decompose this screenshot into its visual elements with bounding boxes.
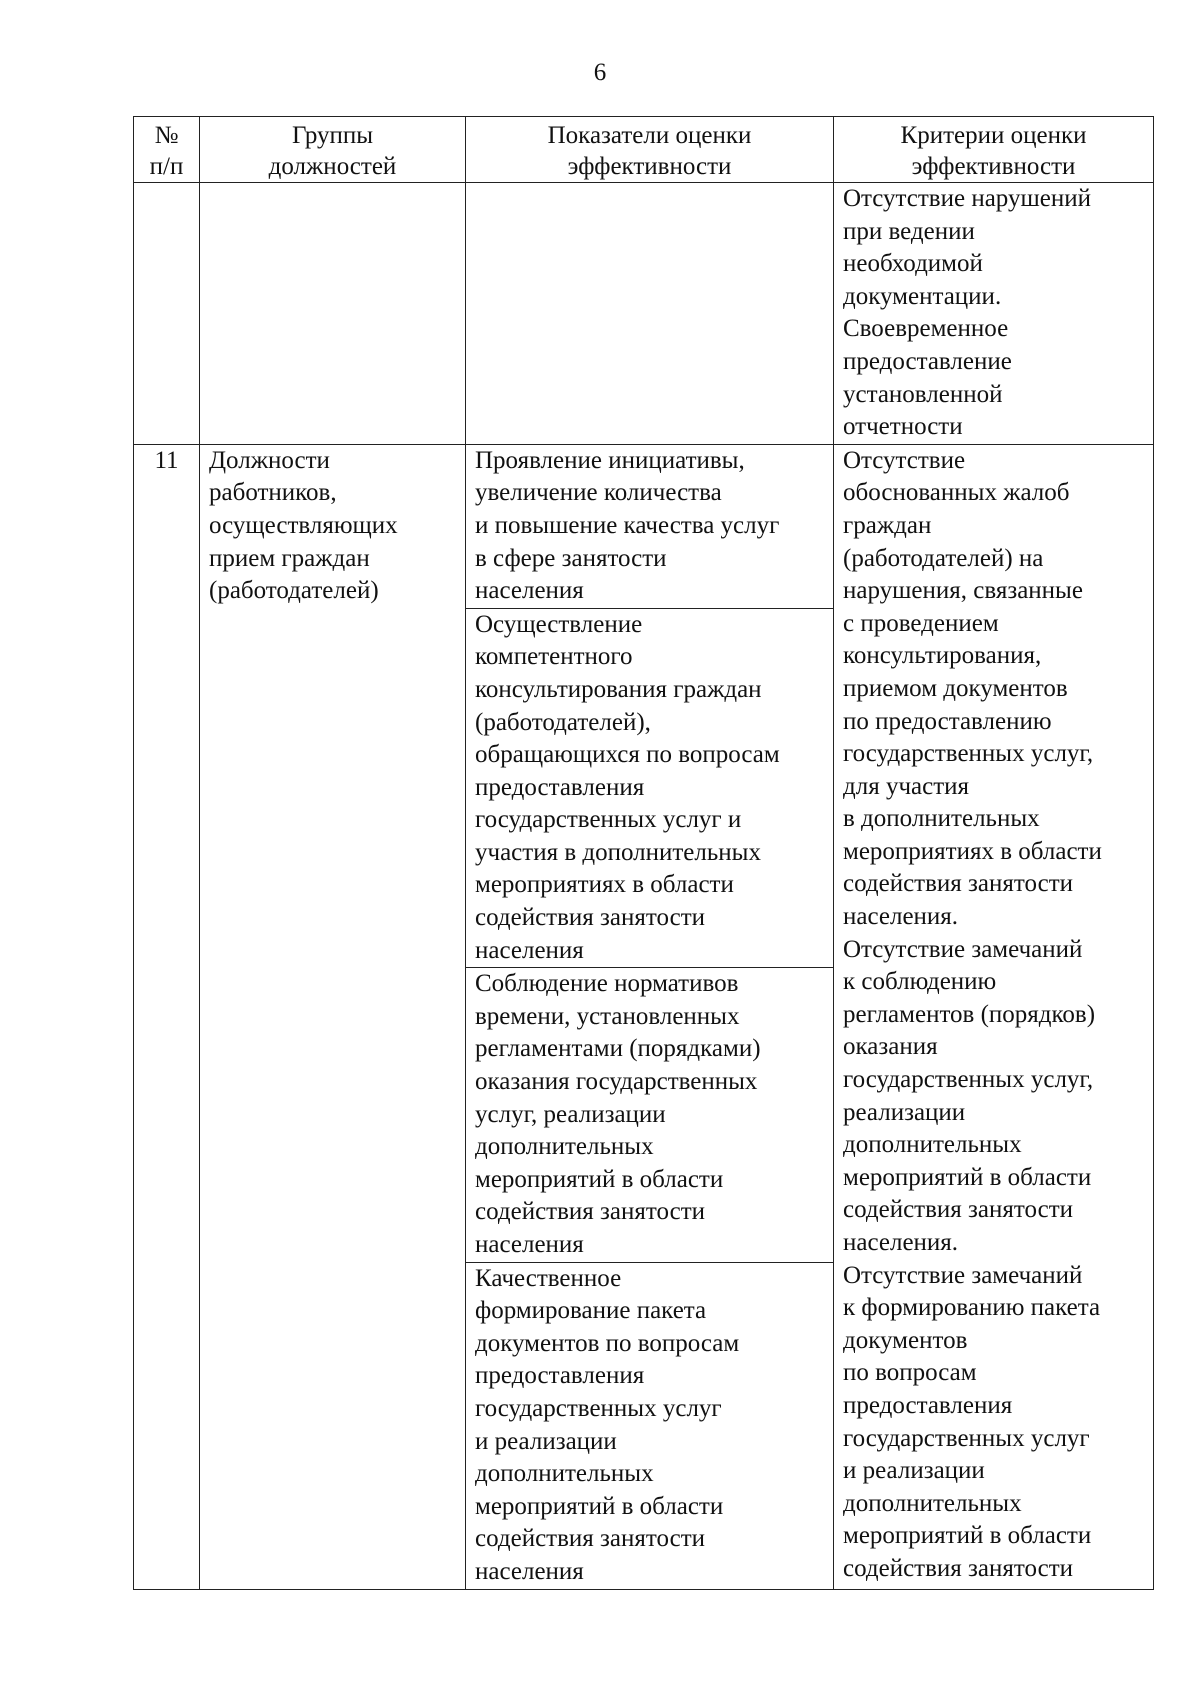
row-number-cell	[134, 183, 200, 445]
header-position-groups: Группы должностей	[200, 117, 466, 183]
evaluation-table	[133, 116, 1154, 1590]
header-criteria: Критерии оценки эффективности	[834, 117, 1154, 183]
indicator-item: Качественное формирование пакета документов по вопросам предоставления государственных услуг и реализации дополнительных мероприятий в области содействия занятости населения	[466, 1262, 833, 1588]
group-cell: Должности работников, осуществляющих прием граждан (работодателей)	[200, 444, 466, 1589]
header-number: № п/п	[134, 117, 200, 183]
table-row	[134, 444, 1154, 1589]
indicator-item: Проявление инициативы, увеличение количества и повышение качества услуг в сфере занятости населения	[475, 446, 780, 605]
indicator-cell	[466, 183, 834, 445]
indicator-item: Соблюдение нормативов времени, установленных регламентами (порядками) оказания государственных услуг, реализации дополнительных мероприятий в области содействия занятости населения	[466, 968, 833, 1262]
criteria-cell: Отсутствие обоснованных жалоб граждан (работодателей) на нарушения, связанные с проведением консультирования, приемом документов по предоставлению государственных услуг, для участия в дополнительных мероприятиях в области содействия занятости населения. Отсутствие замечаний к соблюдению регламентов (порядков) оказания государственных услуг, реализации дополнительных мероприятий в области содействия занятости населения. Отсутствие замечаний к формированию пакета документов по вопросам предоставления государственных услуг и реализации дополнительных мероприятий в области содействия занятости	[834, 444, 1154, 1589]
header-indicators: Показатели оценки эффективности	[466, 117, 834, 183]
criteria-cell: Отсутствие нарушений при ведении необходимой документации. Своевременное предоставление установленной отчетности	[834, 183, 1154, 445]
indicators-list	[466, 445, 833, 1589]
row-number-cell: 11	[134, 444, 200, 1589]
page-number: 6	[593, 59, 607, 86]
table-row	[134, 183, 1154, 445]
indicators-cell	[466, 444, 834, 1589]
indicator-item: Осуществление компетентного консультирования граждан (работодателей), обращающихся по вопросам предоставления государственных услуг и участия в дополнительных мероприятиях в области содействия занятости населения	[466, 608, 833, 968]
group-cell	[200, 183, 466, 445]
table-header-row	[134, 117, 1154, 183]
